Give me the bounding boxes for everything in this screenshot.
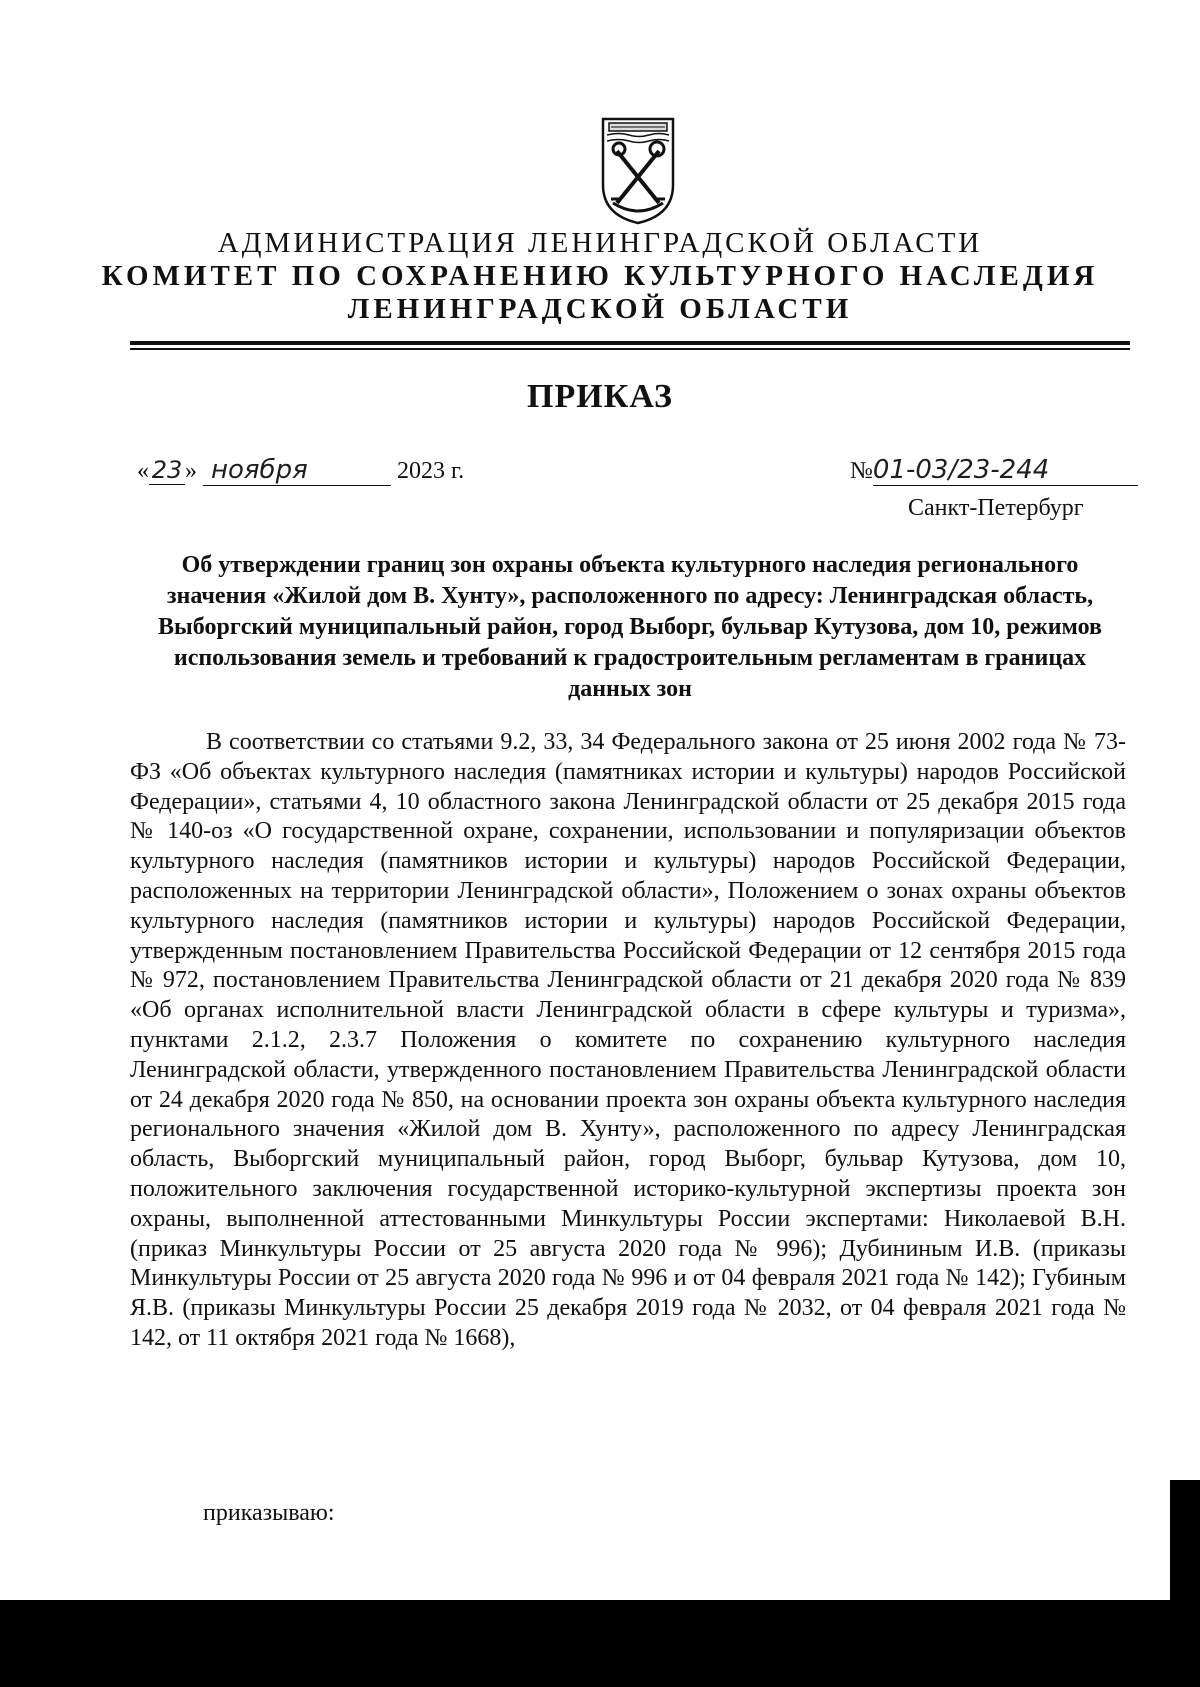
coat-of-arms-emblem bbox=[599, 115, 677, 225]
scan-edge-shadow bbox=[1170, 1480, 1200, 1600]
number-prefix: № bbox=[850, 458, 873, 484]
header-divider-thick bbox=[130, 341, 1130, 345]
header-divider-thin bbox=[130, 348, 1130, 350]
region-name: ЛЕНИНГРАДСКОЙ ОБЛАСТИ bbox=[347, 293, 853, 325]
number-value: 01-03/23-244 bbox=[873, 455, 1138, 486]
date-quote-close: » bbox=[185, 458, 197, 484]
order-subject: Об утверждении границ зон охраны объекта культурного наследия регионального значения «Жилой дом В. Хунту», расположенного по адресу: Ленинградская область, Выборгский муниципальный район, город Выборг, бульвар Кутузова, дом 10, режимов использования земель и требований к градостроительным регламентам в границах данных зон bbox=[158, 552, 1102, 702]
order-number bbox=[850, 455, 1138, 486]
date-day: 23 bbox=[149, 456, 185, 485]
administration-name: АДМИНИСТРАЦИЯ ЛЕНИНГРАДСКОЙ ОБЛАСТИ bbox=[217, 227, 983, 259]
date-month: ноября bbox=[203, 455, 391, 486]
document-type-title: ПРИКАЗ bbox=[527, 378, 673, 415]
scan-bottom-border bbox=[0, 1600, 1200, 1687]
city-name: Санкт-Петербург bbox=[908, 495, 1084, 521]
date-quote-open: « bbox=[137, 458, 149, 484]
date-year: 2023 г. bbox=[397, 458, 465, 484]
committee-name: КОМИТЕТ ПО СОХРАНЕНИЮ КУЛЬТУРНОГО НАСЛЕДИЯ bbox=[101, 260, 1099, 292]
order-preamble: В соответствии со статьями 9.2, 33, 34 Федерального закона от 25 июня 2002 года № 73-ФЗ «Об объектах культурного наследия (памятниках истории и культуры) народов Российской Федерации», статьями 4, 10 областного закона Ленинградской области от 25 декабря 2015 года № 140-оз «О государственной охране, сохранении, использовании и популяризации объектов культурного наследия (памятников истории и культуры) народов Российской Федерации, расположенных на территории Ленинградской области», Положением о зонах охраны объектов культурного наследия (памятников истории и культуры) народов Российской Федерации, утвержденным постановлением Правительства Российской Федерации от 12 сентября 2015 года № 972, постановлением Правительства Ленинградской области от 21 декабря 2020 года № 839 «Об органах исполнительной власти Ленинградской области в сфере культуры и туризма», пунктами 2.1.2, 2.3.7 Положения о комитете по сохранению культурного наследия Ленинградской области, утвержденного постановлением Правительства Ленинградской области от 24 декабря 2020 года № 850, на основании проекта зон охраны объекта культурного наследия регионального значения «Жилой дом В. Хунту», расположенного по адресу Ленинградская область, Выборгский муниципальный район, город Выборг, бульвар Кутузова, дом 10, положительного заключения государственной историко-культурной экспертизы проекта зон охраны, выполненной аттестованными Минкультуры России экспертами: Николаевой В.Н. (приказ Минкультуры России от 25 августа 2020 года № 996); Дубининым И.В. (приказы Минкультуры России от 25 августа 2020 года № 996 и от 04 февраля 2021 года № 142); Губиным Я.В. (приказы Минкультуры России 25 декабря 2019 года № 2032, от 04 февраля 2021 года № 142, от 11 октября 2021 года № 1668), bbox=[130, 729, 1126, 1351]
order-date bbox=[137, 455, 464, 495]
order-directive: приказываю: bbox=[203, 1500, 335, 1526]
